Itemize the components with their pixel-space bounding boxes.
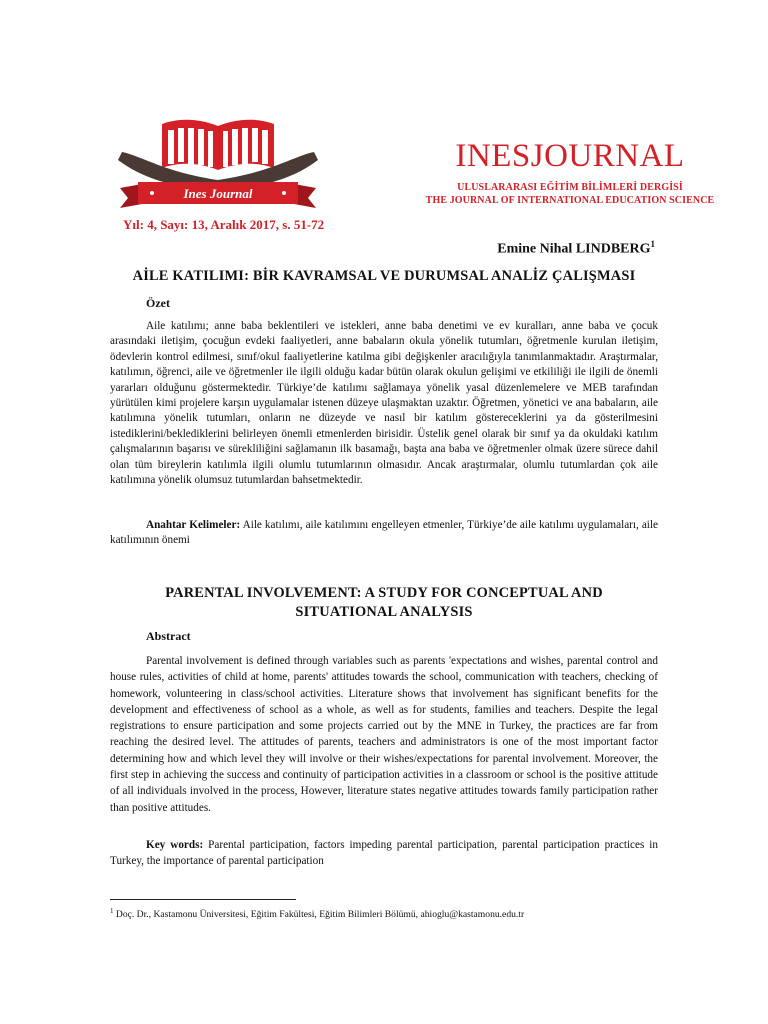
- turkish-keywords: [110, 518, 658, 549]
- journal-title: INESJOURNAL: [455, 138, 685, 174]
- turkish-abstract-label: Özet: [146, 296, 170, 310]
- english-abstract: Parental involvement is defined through variables such as parents 'expectations and wishes, parental control and house rules, activities of child at home, parents' attitudes towards the school, communication with teachers, checking of homework, volunteering in class/school activities. Literature shows that involvement has significant benefits for the development and effectiveness of school as a whole, as well as for students, families and teachers. Despite the legal registrations to ensure participation and some projects carried out by the MNE in Turkey, the practices are far from reaching the desired level. The attitudes of parents, teachers and administrators is one of the most important factor determining how and which level they will involve or their wishes/expectations for parental involvement. Moreover, the first step in achieving the success and continuity of participation activities in a classroom or school is the positive attitude of all individuals involved in the process, However, literature states negative attitudes towards family participation rather than positive attitudes.: [110, 655, 658, 814]
- ines-journal-logo: [112, 116, 324, 214]
- logo-text: Ines Journal: [183, 186, 253, 201]
- author-name-text: Emine Nihal LINDBERG: [497, 241, 651, 257]
- footnote: [110, 907, 524, 920]
- journal-subtitle-tr: ULUSLARARASI EĞİTİM BİLİMLERİ DERGİSİ: [457, 182, 683, 193]
- footnote-text: Doç. Dr., Kastamonu Üniversitesi, Eğitim Fakültesi, Eğitim Bilimleri Bölümü, ahioglu@kastamonu.edu.tr: [115, 909, 525, 921]
- english-keywords-label: Key words:: [146, 839, 204, 851]
- journal-subtitle-en: THE JOURNAL OF INTERNATIONAL EDUCATION SCIENCE: [425, 195, 715, 206]
- footnote-mark: 1: [110, 907, 114, 915]
- english-keywords: [110, 837, 658, 870]
- turkish-abstract: Aile katılımı; anne baba beklentileri ve istekleri, anne baba denetimi ve ev kuralları, anne baba ve çocuk arasındaki iletişim, çocuğun evdeki faaliyetleri, anne babaların okula yönelik tutumları, öğretmenle kurulan iletişim, ödevlerin kontrol edilmesi, sınıf/okul faaliyetlerine katılma gibi değişkenler aracılığıyla tanımlanmaktadır. Araştırmalar, katılımın, öğrenci, aile ve öğretmenler ile ilgili olduğu kadar bütün olarak okulun gelişimi ve etkililiği ile ilgili de önemli yararları olduğunu göstermektedir. Türkiye’de katılımı sağlamaya yönelik yasal düzenlemelere ve MEB tarafından yürütülen kimi projelere karşın uygulamalar istenen düzeye ulaşmaktan uzaktır. Öğretmen, yönetici ve ana babaların, aile katılımına yönelik tutumları, onların ne düzeyde ve nasıl bir katılım göstereceklerini ya da gösterilmesini istediklerini/beklediklerini belirleyen önemli etmenlerden birisidir. Üstelik genel olarak bir sınıf ya da okuldaki katılım çalışmalarının başarısı ve sürekliliğini sağlamanın ilk basamağı, başta ana baba ve öğretmenler olmak üzere sürece dahil olan tüm bireylerin katılımla ilgili olumlu tutumlarının olmasıdır. Ancak araştırmalar, olumlu tutumlardan çok aile katılımına yönelik olumsuz tutumlardan bahsetmektedir.: [110, 320, 658, 487]
- english-title-line1: PARENTAL INVOLVEMENT: A STUDY FOR CONCEPTUAL AND: [165, 585, 603, 601]
- turkish-keywords-text: Aile katılımı, aile katılımını engelleyen etmenler, Türkiye’de aile katılımı uygulamaları, aile katılımının önemi: [110, 519, 658, 547]
- english-abstract-label: Abstract: [146, 629, 191, 643]
- author-name: [497, 239, 655, 258]
- english-title-line2: SITUATIONAL ANALYSIS: [295, 604, 473, 620]
- turkish-keywords-label: Anahtar Kelimeler:: [146, 519, 241, 531]
- english-keywords-text: Parental participation, factors impeding parental participation, parental participation practices in Turkey, the importance of parental participation: [110, 839, 659, 868]
- author-footnote-mark: 1: [650, 239, 655, 249]
- turkish-title: AİLE KATILIMI: BİR KAVRAMSAL VE DURUMSAL ANALİZ ÇALIŞMASI: [132, 268, 636, 284]
- logo-banner: [120, 182, 316, 208]
- english-title: [110, 584, 658, 622]
- issue-info: Yıl: 4, Sayı: 13, Aralık 2017, s. 51-72: [123, 217, 325, 232]
- footnote-divider: [110, 899, 296, 900]
- book-icon: [162, 120, 274, 170]
